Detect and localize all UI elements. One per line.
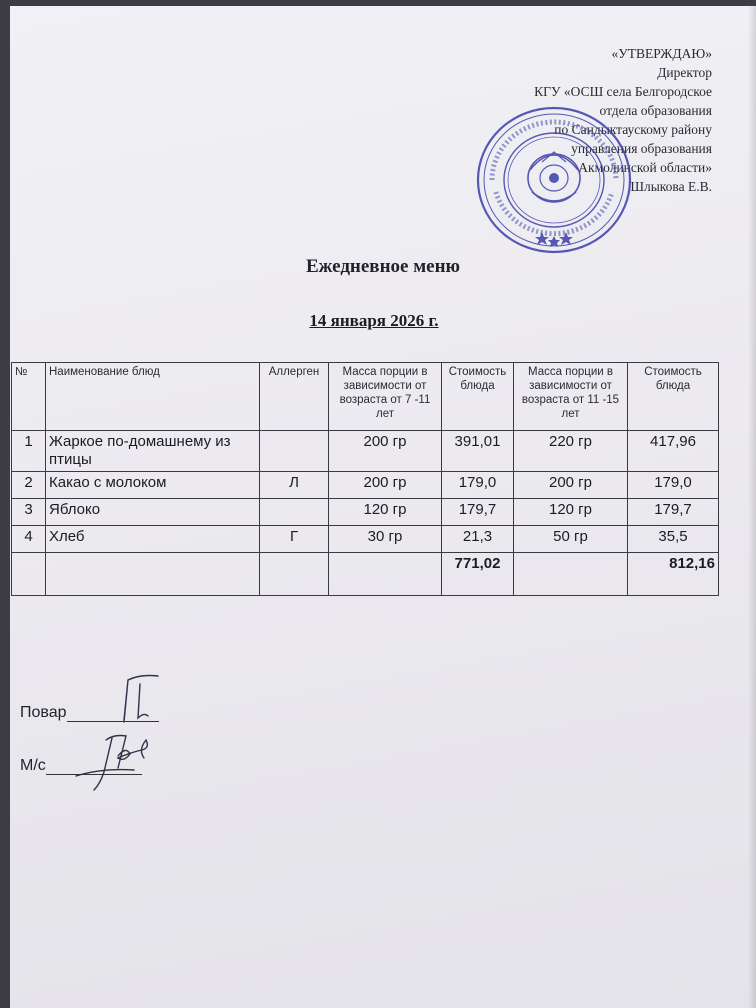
allergen: Л: [260, 472, 329, 499]
cook-label: Повар: [20, 704, 67, 721]
allergen: [260, 499, 329, 526]
portion-7-11: 200 гр: [329, 431, 442, 472]
total-cost-7-11: 771,02: [442, 553, 514, 596]
document-title: Ежедневное меню: [305, 256, 461, 277]
portion-11-15: 200 гр: [514, 472, 628, 499]
menu-date: 14 января 2026 г.: [309, 311, 439, 330]
approval-line: Директор: [657, 65, 712, 80]
portion-7-11: 120 гр: [329, 499, 442, 526]
dish-name: Яблоко: [46, 499, 260, 526]
dish-name: Какао с молоком: [46, 472, 260, 499]
table-row: [12, 472, 719, 499]
cook-handwritten-signature: [110, 670, 170, 730]
portion-11-15: 50 гр: [514, 526, 628, 553]
dish-name: Хлеб: [46, 526, 260, 553]
approval-line: по Сандыктаускому району: [554, 122, 712, 137]
approval-line: «УТВЕРЖДАЮ»: [611, 46, 712, 61]
table-header-row: [12, 363, 719, 431]
header-cost-7-11: Стоимость блюда: [442, 363, 514, 431]
row-number: 1: [12, 431, 46, 472]
nurse-label: М/с: [20, 757, 46, 774]
approval-line: Акмолинской области»: [578, 160, 712, 175]
nurse-handwritten-signature: [72, 728, 162, 798]
cost-7-11: 179,0: [442, 472, 514, 499]
approval-line: Шлыкова Е.В.: [630, 179, 712, 194]
table-row: [12, 526, 719, 553]
empty-cell: [329, 553, 442, 596]
portion-7-11: 30 гр: [329, 526, 442, 553]
official-seal-stamp: [472, 100, 640, 260]
portion-11-15: 120 гр: [514, 499, 628, 526]
header-portion-7-11: Масса порции в зависимости от возраста от 7 -11 лет: [329, 363, 442, 431]
dish-name: Жаркое по-домашнему из птицы: [46, 431, 260, 472]
table-row: [12, 499, 719, 526]
approval-line: КГУ «ОСШ села Белгородское: [534, 84, 712, 99]
row-number: 2: [12, 472, 46, 499]
row-number: 4: [12, 526, 46, 553]
allergen: [260, 431, 329, 472]
header-allergen: Аллерген: [260, 363, 329, 431]
approval-line: отдела образования: [599, 103, 712, 118]
cost-7-11: 391,01: [442, 431, 514, 472]
cost-11-15: 35,5: [628, 526, 719, 553]
empty-cell: [46, 553, 260, 596]
page-edge-shadow: [748, 6, 756, 1008]
portion-7-11: 200 гр: [329, 472, 442, 499]
row-number: 3: [12, 499, 46, 526]
header-number: №: [12, 363, 46, 431]
cost-11-15: 179,0: [628, 472, 719, 499]
empty-cell: [12, 553, 46, 596]
table-row: [12, 431, 719, 472]
cost-11-15: 179,7: [628, 499, 719, 526]
approval-line: управления образования: [571, 141, 712, 156]
cost-7-11: 21,3: [442, 526, 514, 553]
cost-11-15: 417,96: [628, 431, 719, 472]
cost-7-11: 179,7: [442, 499, 514, 526]
portion-11-15: 220 гр: [514, 431, 628, 472]
header-dish-name: Наименование блюд: [46, 363, 260, 431]
document-page: [10, 6, 756, 1008]
menu-table: [11, 362, 719, 596]
allergen: Г: [260, 526, 329, 553]
total-cost-11-15: 812,16: [628, 553, 719, 596]
totals-row: [12, 553, 719, 596]
empty-cell: [260, 553, 329, 596]
empty-cell: [514, 553, 628, 596]
header-portion-11-15: Масса порции в зависимости от возраста от 11 -15 лет: [514, 363, 628, 431]
header-cost-11-15: Стоимость блюда: [628, 363, 719, 431]
